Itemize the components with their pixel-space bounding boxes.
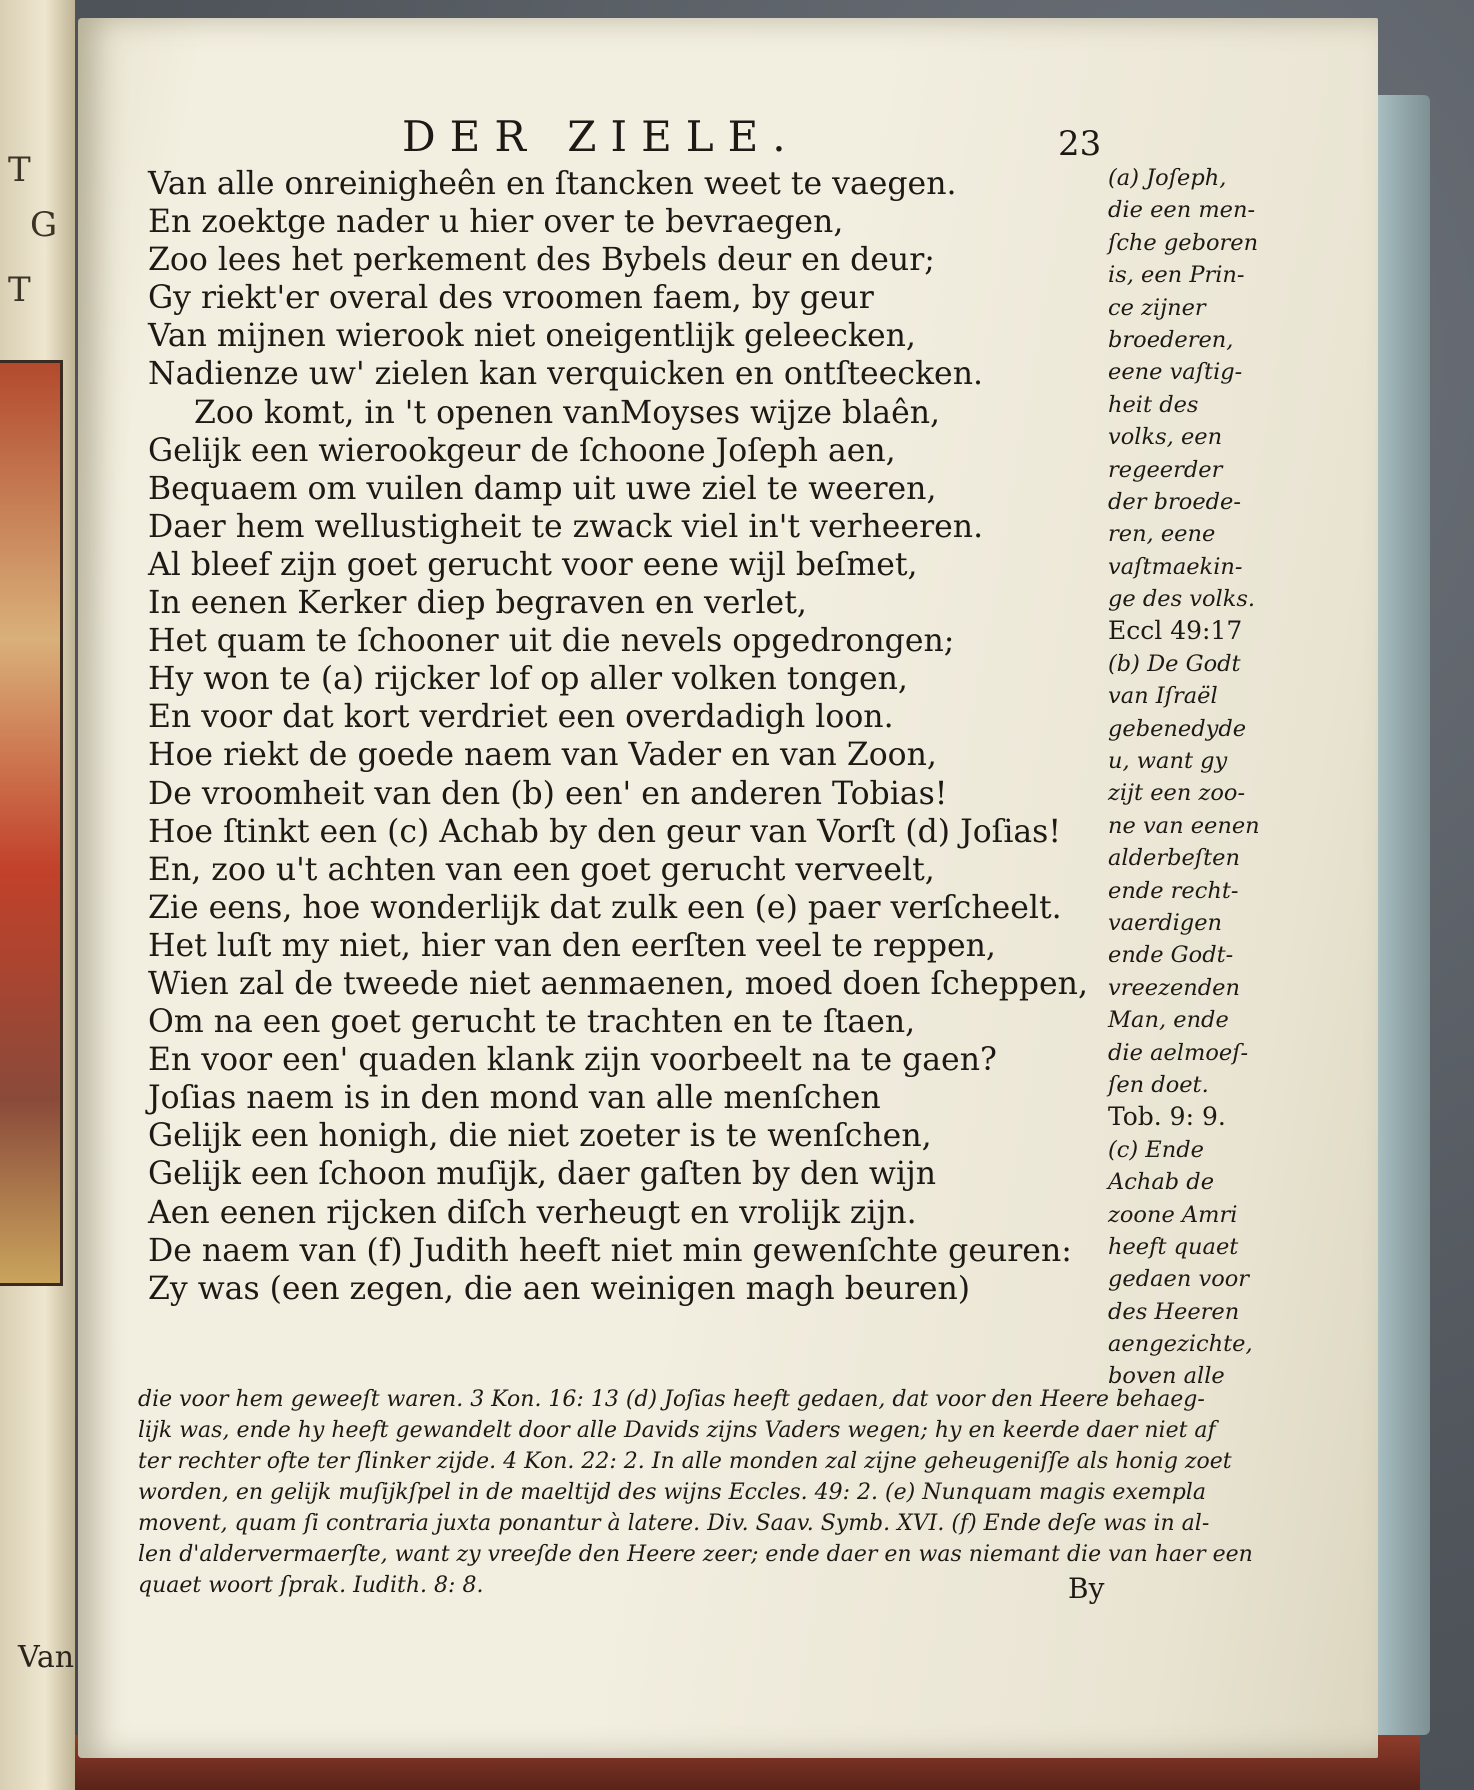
verse-line: Zy was (een zegen, die aen weinigen magh beuren) (148, 1270, 971, 1307)
margin-note-line: regeerder (1108, 456, 1223, 483)
verse-line: En zoektge nader u hier over te bevraegen, (148, 204, 844, 241)
verse-line: En voor een' quaden klank zijn voorbeelt na te gaen? (148, 1042, 997, 1079)
facing-page-mark: T (8, 270, 31, 310)
margin-note-line: ren, eene (1108, 521, 1216, 548)
margin-note-line: (c) Ende (1108, 1136, 1204, 1163)
margin-note-line: volks, een (1108, 424, 1223, 451)
footnote-line: worden, en gelijk muſijkſpel in de maeltijd des wijns Eccles. 49: 2. (e) Nunquam magis exempla (138, 1480, 1206, 1505)
running-head: DER ZIELE. (402, 112, 800, 161)
verse-line: De naem van (f) Judith heeft niet min gewenſchte geuren: (148, 1232, 1072, 1269)
margin-note-line: eene vaſtig- (1108, 359, 1243, 386)
margin-note-line: van Iſraël (1108, 683, 1218, 710)
footnote-line: lijk was, ende hy heeft gewandelt door alle Davids zijns Vaders wegen; hy en keerde daer niet af (138, 1418, 1216, 1443)
verse-line: Al bleef zijn goet gerucht voor eene wijl beſmet, (148, 546, 918, 583)
verse-line: Gelijk een wierookgeur de ſchoone Joſeph aen, (148, 432, 896, 469)
margin-note-line: ne van eenen (1108, 812, 1260, 839)
margin-note-line: Eccl 49:17 (1108, 616, 1243, 646)
verse-line: Zie eens, hoe wonderlijk dat zulk een (e) paer verſcheelt. (148, 889, 1062, 926)
margin-note-line: broederen, (1108, 326, 1234, 353)
verse-line: Van alle onreinigheên en ſtancken weet te vaegen. (148, 166, 957, 202)
margin-note-line: (b) De Godt (1108, 650, 1241, 677)
margin-note-line: Achab de (1108, 1169, 1215, 1196)
margin-note-line: zijt een zoo- (1108, 780, 1246, 807)
engraving-illustration (0, 360, 63, 1286)
margin-note-line: is, een Prin- (1108, 262, 1245, 289)
verse-line: En, zoo u't achten van een goet gerucht verveelt, (148, 851, 935, 888)
footnote-line: len d'aldervermaerſte, want zy vreeſde den Heere zeer; ende daer en was niemant die van haer een (138, 1542, 1253, 1567)
margin-note-line: (a) Joſeph, (1108, 165, 1227, 191)
margin-note-line: heeft quaet (1108, 1233, 1239, 1260)
margin-note-line: vaſtmaekin- (1108, 553, 1243, 580)
verse-line: Nadienze uw' zielen kan verquicken en ontſteecken. (148, 356, 983, 393)
facing-page-mark: G (30, 205, 58, 245)
margin-notes (1108, 162, 1268, 1393)
margin-note-line: ende recht- (1108, 877, 1239, 904)
margin-note-line: boven alle (1108, 1363, 1225, 1390)
verse-line: Om na een goet gerucht te trachten en te ſtaen, (148, 1004, 916, 1041)
verse-line: Gy riekt'er overal des vroomen faem, by geur (148, 280, 874, 317)
margin-note-line: u, want gy (1108, 748, 1228, 775)
verse-line: Zoo komt, in 't openen vanMoyses wijze blaên, (194, 394, 941, 431)
margin-note-line: der broede- (1108, 488, 1241, 515)
margin-note-line: die aelmoeſ- (1108, 1039, 1249, 1066)
footnote-line: ter rechter ofte ter ſlinker zijde. 4 Kon. 22: 2. In alle monden zal zijne geheugeniſſe als honig zoet (138, 1449, 1232, 1474)
catchword: By (1068, 1572, 1105, 1605)
margin-note-line: ſen doet. (1108, 1071, 1209, 1098)
verse-line: In eenen Kerker diep begraven en verlet, (148, 585, 807, 622)
margin-note-line: die een men- (1108, 197, 1256, 224)
verse-line: Van mijnen wierook niet oneigentlijk geleecken, (148, 318, 916, 355)
verse-line: Gelijk een ſchoon muſijk, daer gaſten by den wijn (148, 1156, 937, 1193)
margin-note-line: ſche geboren (1108, 229, 1259, 256)
verse-line: Gelijk een honigh, die niet zoeter is te wenſchen, (148, 1118, 932, 1155)
verse-line: Het quam te ſchooner uit die nevels opgedrongen; (148, 623, 955, 660)
page-number: 23 (1058, 124, 1102, 164)
footnote-line: quaet woort ſprak. Iudith. 8: 8. (138, 1573, 484, 1598)
verse-line: Aen eenen rijcken diſch verheugt en vrolijk zijn. (148, 1194, 917, 1231)
verse-line: En voor dat kort verdriet een overdadigh loon. (148, 699, 894, 736)
verse-line: Joſias naem is in den mond van alle menſchen (148, 1080, 881, 1117)
margin-note-line: gedaen voor (1108, 1266, 1250, 1293)
verse-line: Hoe ſtinkt een (c) Achab by den geur van Vorſt (d) Joſias! (148, 813, 1061, 850)
verse-line: Wien zal de tweede niet aenmaenen, moed doen ſcheppen, (148, 965, 1088, 1002)
verse-line: Het luſt my niet, hier van den eerſten veel te reppen, (148, 927, 996, 964)
margin-note-line: des Heeren (1108, 1298, 1240, 1325)
margin-note-line: Man, ende (1108, 1007, 1229, 1034)
footnotes (138, 1384, 1278, 1601)
margin-note-line: alderbeſten (1108, 845, 1240, 872)
margin-note-line: heit des (1108, 391, 1199, 418)
facing-page-word: Van (18, 1640, 75, 1675)
footnote-line: movent, quam ſi contraria juxta ponantur à latere. Div. Saav. Symb. XVI. (f) Ende deſe was in al- (138, 1511, 1210, 1536)
verse-text (148, 165, 1088, 1308)
margin-note-line: ende Godt- (1108, 942, 1234, 969)
margin-note-line: aengezichte, (1108, 1331, 1253, 1358)
margin-note-line: ce zijner (1108, 294, 1206, 321)
verse-line: De vroomheit van den (b) een' en anderen Tobias! (148, 775, 948, 812)
verse-line: Daer hem wellustigheit te zwack viel in't verheeren. (148, 508, 984, 545)
verse-line: Bequaem om vuilen damp uit uwe ziel te weeren, (148, 470, 937, 507)
margin-note-line: ge des volks. (1108, 586, 1256, 613)
margin-note-line: vaerdigen (1108, 909, 1223, 936)
verse-line: Zoo lees het perkement des Bybels deur en deur; (148, 242, 935, 279)
footnote-line: die voor hem geweeſt waren. 3 Kon. 16: 13 (d) Joſias heeft gedaen, dat voor den Heere behaeg- (138, 1387, 1205, 1412)
margin-note-line: gebenedyde (1108, 715, 1247, 742)
verse-line: Hoe riekt de goede naem van Vader en van Zoon, (148, 737, 937, 774)
facing-page-mark: T (8, 150, 31, 190)
margin-note-line: Tob. 9: 9. (1108, 1102, 1226, 1132)
verse-line: Hy won te (a) rijcker lof op aller volken tongen, (148, 661, 908, 698)
margin-note-line: vreezenden (1108, 974, 1240, 1001)
facing-page (0, 0, 75, 1790)
margin-note-line: zoone Amri (1108, 1201, 1238, 1228)
